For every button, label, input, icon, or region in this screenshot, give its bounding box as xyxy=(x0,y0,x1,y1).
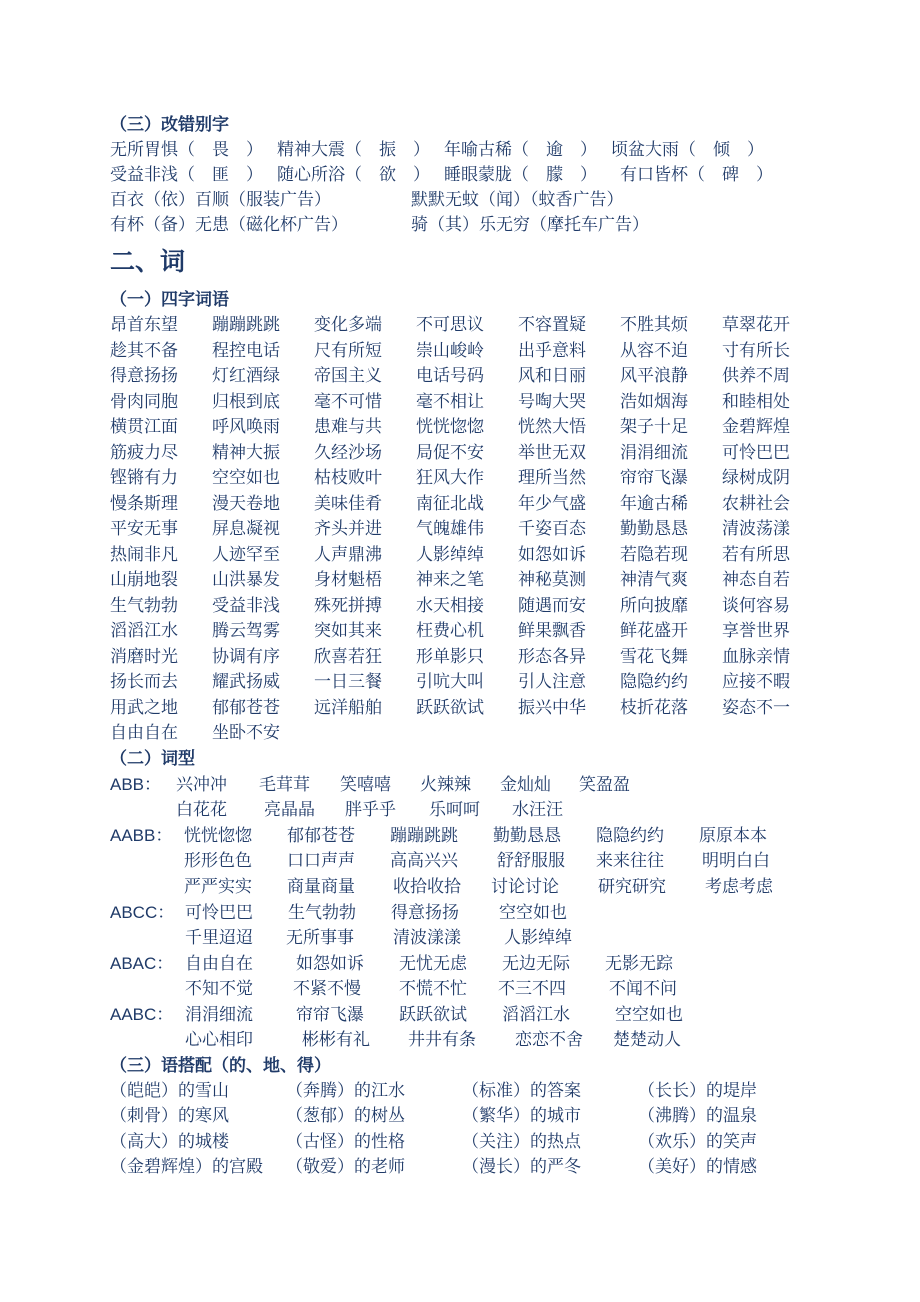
type-word: 恋恋不舍 xyxy=(515,1030,583,1050)
four-char-word: 毫不相让 xyxy=(416,392,484,412)
type-label-abac: ABAC： xyxy=(110,954,174,973)
collocation-item: （金碧辉煌）的宫殿 xyxy=(110,1157,263,1177)
four-char-word: 帘帘飞瀑 xyxy=(620,468,688,488)
type-word: 清波漾漾 xyxy=(393,928,461,948)
four-char-word: 帝国主义 xyxy=(314,366,382,386)
four-char-word: 慢条斯理 xyxy=(110,494,178,514)
type-word: 帘帘飞瀑 xyxy=(296,1005,364,1025)
four-char-word: 身材魁梧 xyxy=(314,570,382,590)
four-char-word: 鲜果飘香 xyxy=(518,621,586,641)
type-word: 不紧不慢 xyxy=(293,979,361,999)
four-char-word: 涓涓细流 xyxy=(620,443,688,463)
type-word: 生气勃勃 xyxy=(288,903,356,923)
type-word: 毛茸茸 xyxy=(259,775,310,795)
typo-item: 随心所浴（ 欲 ） xyxy=(277,165,430,185)
four-char-word: 人迹罕至 xyxy=(212,545,280,565)
four-char-word: 和睦相处 xyxy=(722,392,790,412)
four-char-word: 铿锵有力 xyxy=(110,468,178,488)
type-word: 千里迢迢 xyxy=(185,928,253,948)
four-char-word: 鲜花盛开 xyxy=(620,621,688,641)
four-char-word: 殊死拼搏 xyxy=(314,596,382,616)
section-heading-typo: （三）改错别字 xyxy=(110,115,229,135)
four-char-word: 血脉亲情 xyxy=(722,647,790,667)
collocation-item: （敬爱）的老师 xyxy=(286,1157,405,1177)
type-label-abb: ABB： xyxy=(110,775,162,794)
four-char-word: 滔滔江水 xyxy=(110,621,178,641)
four-char-word: 灯红酒绿 xyxy=(212,366,280,386)
four-char-word: 年逾古稀 xyxy=(620,494,688,514)
four-char-word: 毫不可惜 xyxy=(314,392,382,412)
type-word: 商量商量 xyxy=(287,877,355,897)
four-char-word: 可怜巴巴 xyxy=(722,443,790,463)
typo-item: 有口皆杯（ 碑 ） xyxy=(620,165,773,185)
type-word: 得意扬扬 xyxy=(391,903,459,923)
four-char-word: 千姿百态 xyxy=(518,519,586,539)
collocation-item: （长长）的堤岸 xyxy=(638,1081,757,1101)
four-char-word: 枝折花落 xyxy=(620,698,688,718)
four-char-word: 年少气盛 xyxy=(518,494,586,514)
four-char-word: 姿态不一 xyxy=(722,698,790,718)
four-char-word: 农耕社会 xyxy=(722,494,790,514)
four-char-word: 受益非浅 xyxy=(212,596,280,616)
collocation-item: （关注）的热点 xyxy=(462,1132,581,1152)
type-word: 涓涓细流 xyxy=(185,1005,253,1025)
four-char-word: 生气勃勃 xyxy=(110,596,178,616)
section-heading-collocation: （三）语搭配（的、地、得） xyxy=(110,1056,331,1076)
type-word: 亮晶晶 xyxy=(264,800,315,820)
four-char-word: 神态自若 xyxy=(722,570,790,590)
four-char-word: 不胜其烦 xyxy=(620,315,688,335)
four-char-word: 扬长而去 xyxy=(110,672,178,692)
four-char-word: 齐头并进 xyxy=(314,519,382,539)
four-char-word: 程控电话 xyxy=(212,341,280,361)
type-word: 来来往往 xyxy=(596,851,664,871)
four-char-word: 不可思议 xyxy=(416,315,484,335)
type-word: 研究研究 xyxy=(598,877,666,897)
collocation-item: （葱郁）的树丛 xyxy=(286,1106,405,1126)
type-word: 笑嘻嘻 xyxy=(340,775,391,795)
four-char-word: 久经沙场 xyxy=(314,443,382,463)
four-char-word: 患难与共 xyxy=(314,417,382,437)
four-char-word: 勤勤恳恳 xyxy=(620,519,688,539)
type-word: 空空如也 xyxy=(615,1005,683,1025)
four-char-word: 热闹非凡 xyxy=(110,545,178,565)
four-char-word: 郁郁苍苍 xyxy=(212,698,280,718)
type-word: 楚楚动人 xyxy=(613,1030,681,1050)
type-word: 蹦蹦跳跳 xyxy=(390,826,458,846)
collocation-item: （漫长）的严冬 xyxy=(462,1157,581,1177)
four-char-word: 消磨时光 xyxy=(110,647,178,667)
type-word: 无影无踪 xyxy=(605,954,673,974)
four-char-word: 狂风大作 xyxy=(416,468,484,488)
four-char-word: 变化多端 xyxy=(314,315,382,335)
type-word: 不慌不忙 xyxy=(399,979,467,999)
four-char-word: 不容置疑 xyxy=(518,315,586,335)
type-word: 井井有条 xyxy=(408,1030,476,1050)
type-word: 无边无际 xyxy=(502,954,570,974)
four-char-word: 理所当然 xyxy=(518,468,586,488)
collocation-item: （古怪）的性格 xyxy=(286,1132,405,1152)
collocation-item: （欢乐）的笑声 xyxy=(638,1132,757,1152)
collocation-item: （标准）的答案 xyxy=(462,1081,581,1101)
type-word: 高高兴兴 xyxy=(390,851,458,871)
type-word: 人影绰绰 xyxy=(504,928,572,948)
four-char-word: 振兴中华 xyxy=(518,698,586,718)
four-char-word: 引人注意 xyxy=(518,672,586,692)
four-char-word: 出乎意料 xyxy=(518,341,586,361)
four-char-word: 跃跃欲试 xyxy=(416,698,484,718)
four-char-word: 享誉世界 xyxy=(722,621,790,641)
four-char-word: 电话号码 xyxy=(416,366,484,386)
type-word: 恍恍惚惚 xyxy=(184,826,252,846)
type-word: 明明白白 xyxy=(702,851,770,871)
collocation-item: （繁华）的城市 xyxy=(462,1106,581,1126)
type-word: 自由自在 xyxy=(185,954,253,974)
typo-item: 默默无蚊（闻）（蚊香广告） xyxy=(411,190,624,210)
type-word: 胖乎乎 xyxy=(345,800,396,820)
four-char-word: 山洪暴发 xyxy=(212,570,280,590)
four-char-word: 浩如烟海 xyxy=(620,392,688,412)
four-char-word: 引吭大叫 xyxy=(416,672,484,692)
type-word: 舒舒服服 xyxy=(497,851,565,871)
type-word: 形形色色 xyxy=(184,851,252,871)
four-char-word: 骨肉同胞 xyxy=(110,392,178,412)
type-word: 口口声声 xyxy=(287,851,355,871)
type-word: 勤勤恳恳 xyxy=(493,826,561,846)
four-char-word: 尺有所短 xyxy=(314,341,382,361)
four-char-word: 神来之笔 xyxy=(416,570,484,590)
four-char-word: 耀武扬威 xyxy=(212,672,280,692)
type-label-aabb: AABB： xyxy=(110,826,173,845)
four-char-word: 举世无双 xyxy=(518,443,586,463)
type-word: 跃跃欲试 xyxy=(399,1005,467,1025)
four-char-word: 趁其不备 xyxy=(110,341,178,361)
type-word: 无忧无虑 xyxy=(399,954,467,974)
type-word: 笑盈盈 xyxy=(579,775,630,795)
part-heading-words: 二、词 xyxy=(110,247,186,276)
four-char-word: 空空如也 xyxy=(212,468,280,488)
four-char-word: 风和日丽 xyxy=(518,366,586,386)
four-char-word: 蹦蹦跳跳 xyxy=(212,315,280,335)
four-char-word: 形单影只 xyxy=(416,647,484,667)
four-char-word: 局促不安 xyxy=(416,443,484,463)
four-char-word: 架子十足 xyxy=(620,417,688,437)
four-char-word: 枯枝败叶 xyxy=(314,468,382,488)
type-word: 白花花 xyxy=(176,800,227,820)
type-word: 隐隐约约 xyxy=(596,826,664,846)
four-char-word: 隐隐约约 xyxy=(620,672,688,692)
type-word: 滔滔江水 xyxy=(502,1005,570,1025)
four-char-word: 人影绰绰 xyxy=(416,545,484,565)
four-char-word: 如怨如诉 xyxy=(518,545,586,565)
collocation-item: （高大）的城楼 xyxy=(110,1132,229,1152)
four-char-word: 号啕大哭 xyxy=(518,392,586,412)
type-word: 乐呵呵 xyxy=(429,800,480,820)
four-char-word: 崇山峻岭 xyxy=(416,341,484,361)
collocation-item: （美好）的情感 xyxy=(638,1157,757,1177)
type-word: 郁郁苍苍 xyxy=(287,826,355,846)
four-char-word: 神秘莫测 xyxy=(518,570,586,590)
type-word: 无所事事 xyxy=(286,928,354,948)
four-char-word: 自由自在 xyxy=(110,723,178,743)
type-label-abcc: ABCC： xyxy=(110,903,175,922)
four-char-word: 枉费心机 xyxy=(416,621,484,641)
four-char-word: 漫天卷地 xyxy=(212,494,280,514)
four-char-word: 精神大振 xyxy=(212,443,280,463)
type-label-aabc: AABC： xyxy=(110,1005,174,1024)
four-char-word: 美味佳肴 xyxy=(314,494,382,514)
four-char-word: 横贯江面 xyxy=(110,417,178,437)
four-char-word: 若隐若现 xyxy=(620,545,688,565)
four-char-word: 若有所思 xyxy=(722,545,790,565)
four-char-word: 腾云驾雾 xyxy=(212,621,280,641)
four-char-word: 筋疲力尽 xyxy=(110,443,178,463)
collocation-item: （奔腾）的江水 xyxy=(286,1081,405,1101)
four-char-word: 雪花飞舞 xyxy=(620,647,688,667)
collocation-item: （刺骨）的寒风 xyxy=(110,1106,229,1126)
typo-item: 年喻古稀（ 逾 ） xyxy=(444,140,597,160)
type-word: 不知不觉 xyxy=(185,979,253,999)
four-char-word: 形态各异 xyxy=(518,647,586,667)
collocation-item: （皑皑）的雪山 xyxy=(110,1081,229,1101)
type-word: 讨论讨论 xyxy=(491,877,559,897)
four-char-word: 从容不迫 xyxy=(620,341,688,361)
four-char-word: 屏息凝视 xyxy=(212,519,280,539)
four-char-word: 一日三餐 xyxy=(314,672,382,692)
typo-item: 受益非浅（ 匪 ） xyxy=(110,165,263,185)
type-word: 空空如也 xyxy=(499,903,567,923)
four-char-word: 金碧辉煌 xyxy=(722,417,790,437)
type-word: 可怜巴巴 xyxy=(185,903,253,923)
type-word: 如怨如诉 xyxy=(296,954,364,974)
four-char-word: 南征北战 xyxy=(416,494,484,514)
four-char-word: 所向披靡 xyxy=(620,596,688,616)
four-char-word: 清波荡漾 xyxy=(722,519,790,539)
four-char-word: 得意扬扬 xyxy=(110,366,178,386)
four-char-word: 山崩地裂 xyxy=(110,570,178,590)
four-char-word: 气魄雄伟 xyxy=(416,519,484,539)
four-char-word: 水天相接 xyxy=(416,596,484,616)
type-word: 彬彬有礼 xyxy=(302,1030,370,1050)
type-word: 金灿灿 xyxy=(500,775,551,795)
typo-item: 顷盆大雨（ 倾 ） xyxy=(611,140,764,160)
four-char-word: 应接不暇 xyxy=(722,672,790,692)
collocation-item: （沸腾）的温泉 xyxy=(638,1106,757,1126)
type-word: 兴冲冲 xyxy=(176,775,227,795)
typo-item: 有杯（备）无患（磁化杯广告） xyxy=(110,215,348,235)
four-char-word: 寸有所长 xyxy=(722,341,790,361)
type-word: 原原本本 xyxy=(699,826,767,846)
four-char-word: 恍然大悟 xyxy=(518,417,586,437)
four-char-word: 昂首东望 xyxy=(110,315,178,335)
section-heading-word-types: （二）词型 xyxy=(110,749,195,769)
type-word: 火辣辣 xyxy=(420,775,471,795)
section-heading-four-char: （一）四字词语 xyxy=(110,290,229,310)
four-char-word: 坐卧不安 xyxy=(212,723,280,743)
four-char-word: 人声鼎沸 xyxy=(314,545,382,565)
four-char-word: 绿树成阴 xyxy=(722,468,790,488)
four-char-word: 神清气爽 xyxy=(620,570,688,590)
four-char-word: 归根到底 xyxy=(212,392,280,412)
typo-item: 精神大震（ 振 ） xyxy=(277,140,430,160)
type-word: 考虑考虑 xyxy=(705,877,773,897)
four-char-word: 协调有序 xyxy=(212,647,280,667)
type-word: 心心相印 xyxy=(185,1030,253,1050)
four-char-word: 平安无事 xyxy=(110,519,178,539)
four-char-word: 草翠花开 xyxy=(722,315,790,335)
typo-item: 无所胃惧（ 畏 ） xyxy=(110,140,263,160)
type-word: 收拾收拾 xyxy=(393,877,461,897)
typo-item: 百衣（依）百顺（服装广告） xyxy=(110,190,331,210)
four-char-word: 远洋船舶 xyxy=(314,698,382,718)
typo-item: 骑（其）乐无穷（摩托车广告） xyxy=(411,215,649,235)
type-word: 不闻不问 xyxy=(609,979,677,999)
type-word: 不三不四 xyxy=(498,979,566,999)
four-char-word: 随遇而安 xyxy=(518,596,586,616)
four-char-word: 谈何容易 xyxy=(722,596,790,616)
four-char-word: 供养不周 xyxy=(722,366,790,386)
four-char-word: 突如其来 xyxy=(314,621,382,641)
four-char-word: 风平浪静 xyxy=(620,366,688,386)
four-char-word: 用武之地 xyxy=(110,698,178,718)
type-word: 严严实实 xyxy=(184,877,252,897)
four-char-word: 欣喜若狂 xyxy=(314,647,382,667)
four-char-word: 恍恍惚惚 xyxy=(416,417,484,437)
type-word: 水汪汪 xyxy=(512,800,563,820)
typo-item: 睡眼蒙胧（ 朦 ） xyxy=(444,165,597,185)
four-char-word: 呼风唤雨 xyxy=(212,417,280,437)
